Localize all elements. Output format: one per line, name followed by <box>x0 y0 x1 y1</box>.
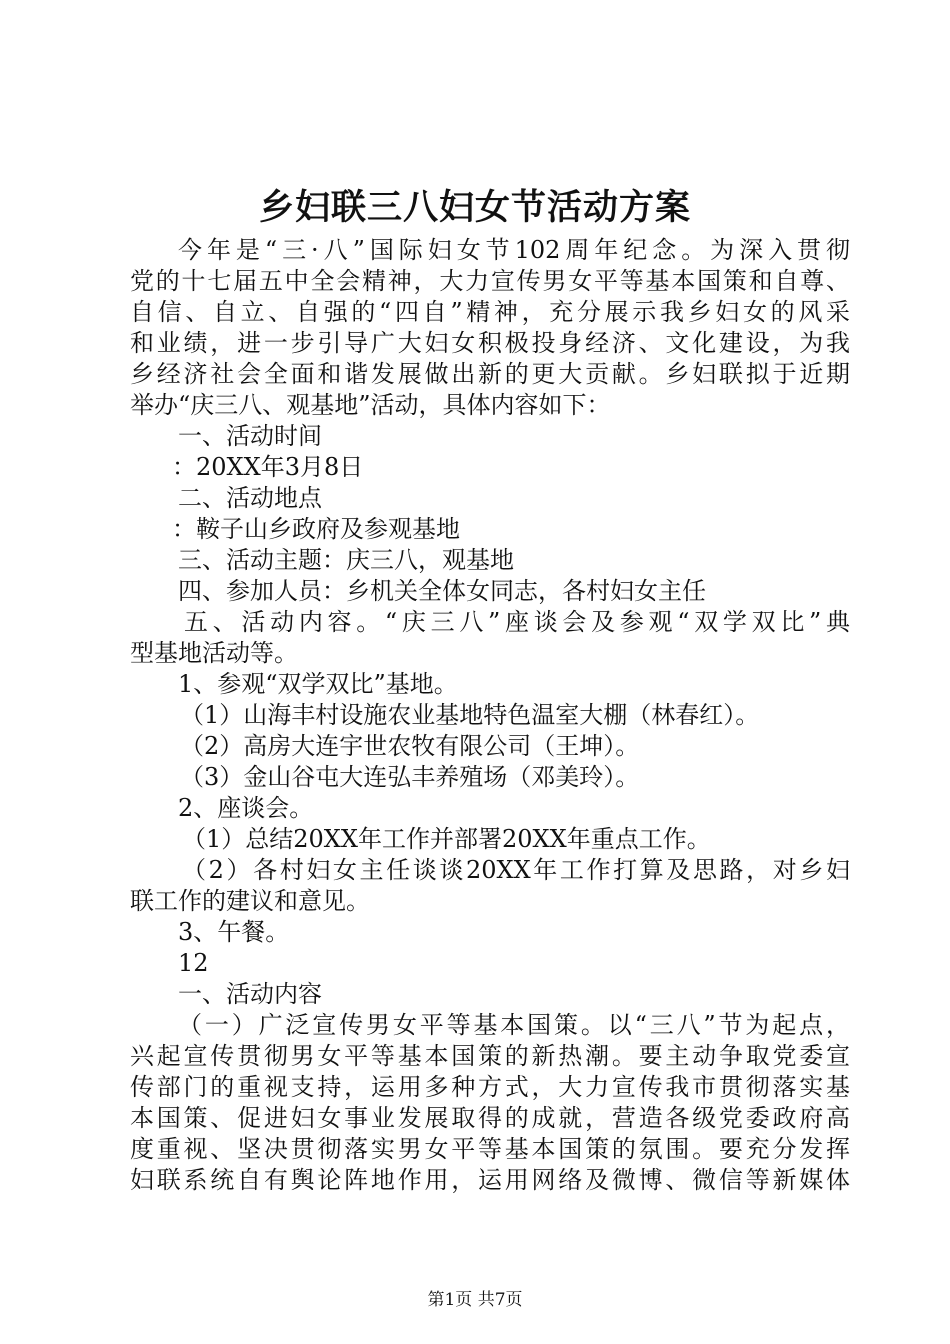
list-item: 2、座谈会。 <box>178 794 314 822</box>
list-item: （1）山海丰村设施农业基地特色温室大棚（林春红）。 <box>180 701 760 729</box>
paragraph-line: 自信、自立、自强的“四自”精神，充分展示我乡妇女的风采 <box>130 298 850 326</box>
paragraph-line: 和业绩，进一步引导广大妇女积极投身经济、文化建设，为我 <box>130 329 850 357</box>
paragraph-line: ：20XX年3月8日 <box>172 453 364 481</box>
paragraph-line: 妇联系统自有舆论阵地作用，运用网络及微博、微信等新媒体 <box>130 1166 850 1194</box>
list-item: （2）各村妇女主任谈谈20XX年工作打算及思路，对乡妇 <box>182 856 850 884</box>
list-item: （3）金山谷屯大连弘丰养殖场（邓美玲）。 <box>180 763 640 791</box>
list-item: （2）高房大连宇世农牧有限公司（王坤）。 <box>180 732 640 760</box>
list-item: （1）总结20XX年工作并部署20XX年重点工作。 <box>182 825 711 853</box>
section-heading: 四、参加人员：乡机关全体女同志，各村妇女主任 <box>178 577 706 605</box>
paragraph-line: 兴起宣传贯彻男女平等基本国策的新热潮。要主动争取党委宣 <box>130 1042 850 1070</box>
section-heading: 三、活动主题：庆三八，观基地 <box>178 546 514 574</box>
paragraph-line: 举办“庆三八、观基地”活动，具体内容如下： <box>130 391 611 419</box>
paragraph-line: 度重视、坚决贯彻落实男女平等基本国策的氛围。要充分发挥 <box>130 1135 850 1163</box>
section-heading: 一、活动内容 <box>178 980 322 1008</box>
section-heading: 二、活动地点 <box>178 484 322 512</box>
list-item: 1、参观“双学双比”基地。 <box>178 670 458 698</box>
paragraph-line: 今年是“三·八”国际妇女节102周年纪念。为深入贯彻 <box>178 236 850 264</box>
paragraph-line: ：鞍子山乡政府及参观基地 <box>172 515 460 543</box>
section-heading: 一、活动时间 <box>178 422 322 450</box>
paragraph-line: 乡经济社会全面和谐发展做出新的更大贡献。乡妇联拟于近期 <box>130 360 850 388</box>
paragraph-line: （一）广泛宣传男女平等基本国策。以“三八”节为起点， <box>178 1011 850 1039</box>
list-item: 3、午餐。 <box>178 918 290 946</box>
document-title: 乡妇联三八妇女节活动方案 <box>258 188 691 228</box>
paragraph-line: 传部门的重视支持，运用多种方式，大力宣传我市贯彻落实基 <box>130 1073 850 1101</box>
paragraph-line: 12 <box>178 949 209 977</box>
section-heading: 五、活动内容。“庆三八”座谈会及参观“双学双比”典 <box>184 608 850 636</box>
paragraph-line: 党的十七届五中全会精神，大力宣传男女平等基本国策和自尊、 <box>130 267 850 295</box>
paragraph-line: 型基地活动等。 <box>130 639 298 667</box>
page-footer: 第1页 共7页 <box>427 1290 523 1310</box>
paragraph-line: 本国策、促进妇女事业发展取得的成就，营造各级党委政府高 <box>130 1104 850 1132</box>
paragraph-line: 联工作的建议和意见。 <box>130 887 370 915</box>
